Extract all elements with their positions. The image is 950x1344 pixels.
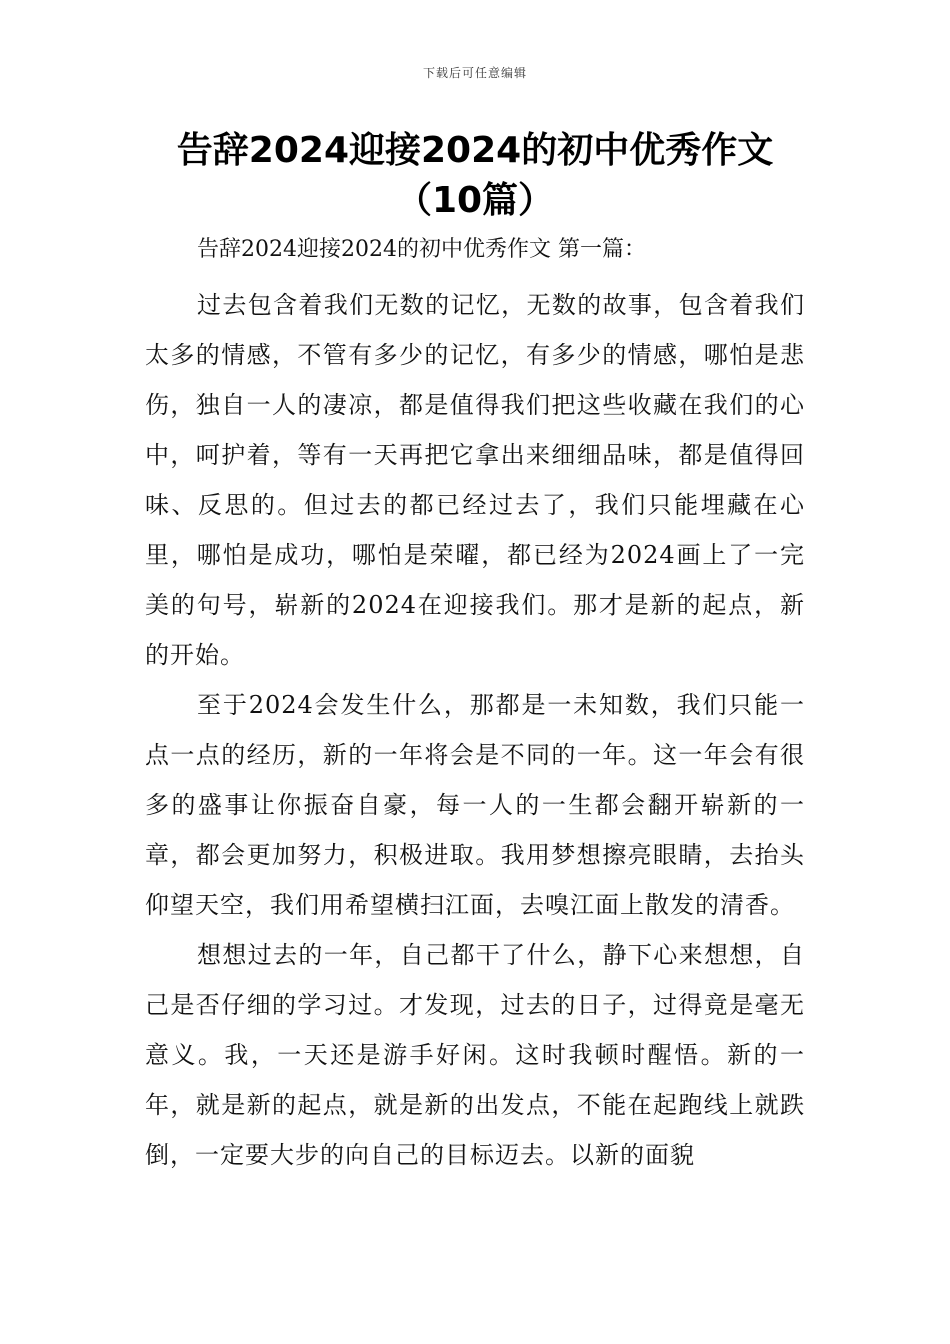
header-note: 下载后可任意编辑	[422, 66, 527, 80]
document-body	[145, 280, 805, 1180]
document-title: 告辞2024迎接2024的初中优秀作文（10篇）	[176, 130, 774, 221]
paragraph-2: 至于2024会发生什么，那都是一未知数，我们只能一点一点的经历，新的一年将会是不同的一年。这一年会有很多的盛事让你振奋自豪，每一人的一生都会翻开崭新的一章，都会更加努力，积极进取。我用梦想擦亮眼睛，去抬头仰望天空，我们用希望横扫江面，去嗅江面上散发的清香。	[145, 691, 805, 919]
paragraph-3: 想想过去的一年，自己都干了什么，静下心来想想，自己是否仔细的学习过。才发现，过去的日子，过得竟是毫无意义。我，一天还是游手好闲。这时我顿时醒悟。新的一年，就是新的起点，就是新的出发点，不能在起跑线上就跌倒，一定要大步的向自己的目标迈去。以新的面貌	[145, 941, 805, 1169]
paragraph-1: 过去包含着我们无数的记忆，无数的故事，包含着我们太多的情感，不管有多少的记忆，有多少的情感，哪怕是悲伤，独自一人的凄凉，都是值得我们把这些收藏在我们的心中，呵护着，等有一天再把它拿出来细细品味，都是值得回味、反思的。但过去的都已经过去了，我们只能埋藏在心里，哪怕是成功，哪怕是荣曜，都已经为2024画上了一完美的句号，崭新的2024在迎接我们。那才是新的起点，新的开始。	[145, 291, 805, 669]
section-subtitle: 告辞2024迎接2024的初中优秀作文 第一篇：	[197, 237, 646, 262]
